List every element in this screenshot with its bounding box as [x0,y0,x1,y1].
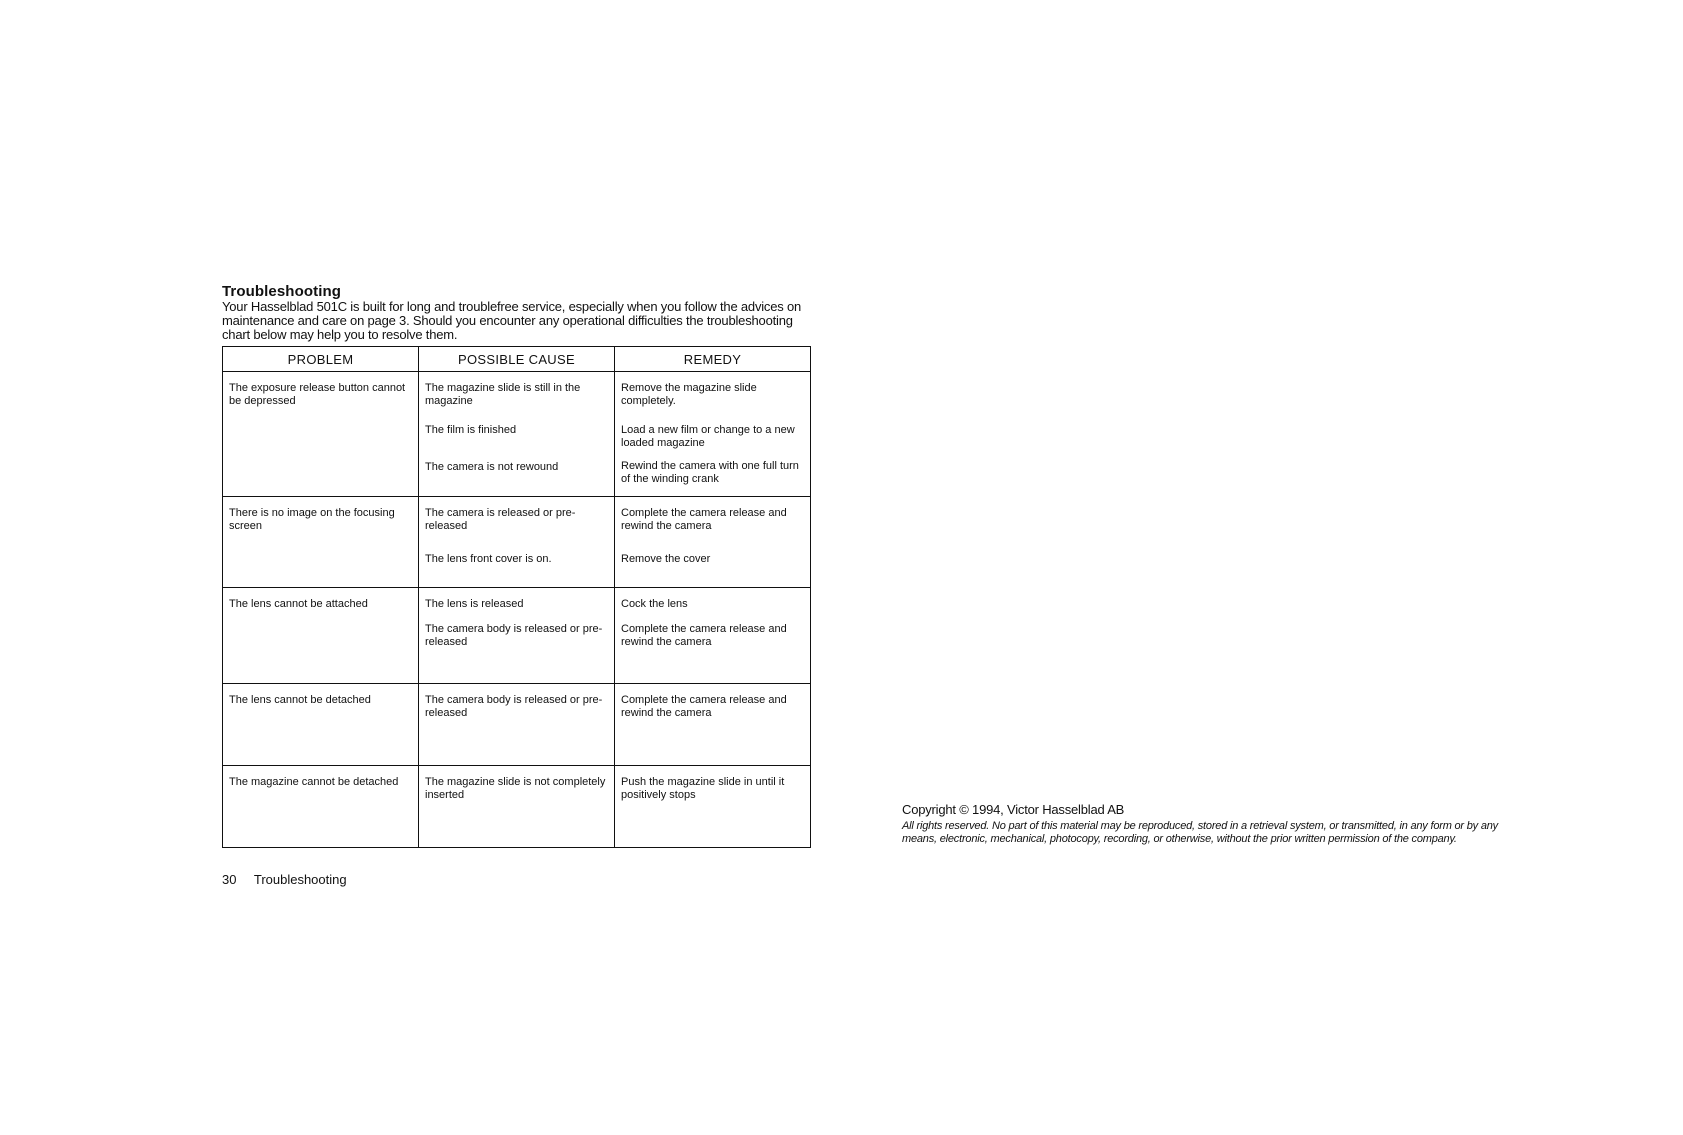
problem-cell [223,766,419,848]
cause-cell [419,684,615,766]
intro-paragraph: Your Hasselblad 501C is built for long and troublefree service, especially when you follow the advices on maintenance and care on page 3. Should you encounter any operational difficulties the troubleshooting chart below may help you to resolve them. [222,299,802,342]
page-footer [222,872,347,887]
remedy-text: Complete the camera release and rewind the camera [621,623,787,648]
cause-cell [419,588,615,684]
problem-cell [223,684,419,766]
problem-cell [223,588,419,684]
copyright-notice: Copyright © 1994, Victor Hasselblad AB [902,802,1125,817]
header-problem: PROBLEM [223,347,419,372]
rights-statement: All rights reserved. No part of this material may be reproduced, stored in a retrieval system, or transmitted, in any form or by any means, electronic, mechanical, photocopy, recording, or otherwise, without the prior written permission of the company. [902,820,1498,845]
remedy-text: Rewind the camera with one full turn of the winding crank [621,460,799,485]
table-row [223,497,811,588]
problem-text: The lens cannot be detached [229,694,371,706]
table-row [223,766,811,848]
cause-text: The magazine slide is still in the magazine [425,382,581,407]
remedy-text: Remove the magazine slide completely. [621,382,757,407]
problem-text: The lens cannot be attached [229,598,368,610]
cause-text: The camera is released or pre-released [425,507,576,532]
header-possible-cause: POSSIBLE CAUSE [419,347,615,372]
problem-text: The magazine cannot be detached [229,776,399,788]
left-page [222,284,812,848]
remedy-cell [615,588,811,684]
cause-text: The film is finished [425,424,517,436]
remedy-cell [615,684,811,766]
problem-text: There is no image on the focusing screen [229,507,395,532]
remedy-cell [615,497,811,588]
right-page [902,802,1502,846]
remedy-text: Cock the lens [621,598,688,610]
table-row [223,372,811,497]
remedy-cell [615,372,811,497]
table-row [223,684,811,766]
troubleshooting-table [222,346,811,848]
cause-cell [419,766,615,848]
cause-text: The lens front cover is on. [425,553,552,565]
cause-text: The camera body is released or pre-released [425,694,603,719]
table-header-row [223,347,811,372]
problem-cell [223,497,419,588]
cause-text: The camera body is released or pre-released [425,623,603,648]
remedy-text: Complete the camera release and rewind the camera [621,694,787,719]
header-remedy: REMEDY [615,347,811,372]
table-row [223,588,811,684]
remedy-text: Complete the camera release and rewind the camera [621,507,787,532]
section-title: Troubleshooting [222,283,341,300]
problem-cell [223,372,419,497]
footer-section-name: Troubleshooting [253,872,347,887]
cause-text: The magazine slide is not completely inserted [425,776,606,801]
remedy-cell [615,766,811,848]
cause-text: The camera is not rewound [425,461,559,473]
problem-text: The exposure release button cannot be depressed [229,382,406,407]
cause-text: The lens is released [425,598,524,610]
remedy-text: Load a new film or change to a new loaded magazine [621,424,795,449]
remedy-text: Push the magazine slide in until it positively stops [621,776,785,801]
cause-cell [419,372,615,497]
page-number: 30 [222,872,237,887]
cause-cell [419,497,615,588]
remedy-text: Remove the cover [621,553,711,565]
